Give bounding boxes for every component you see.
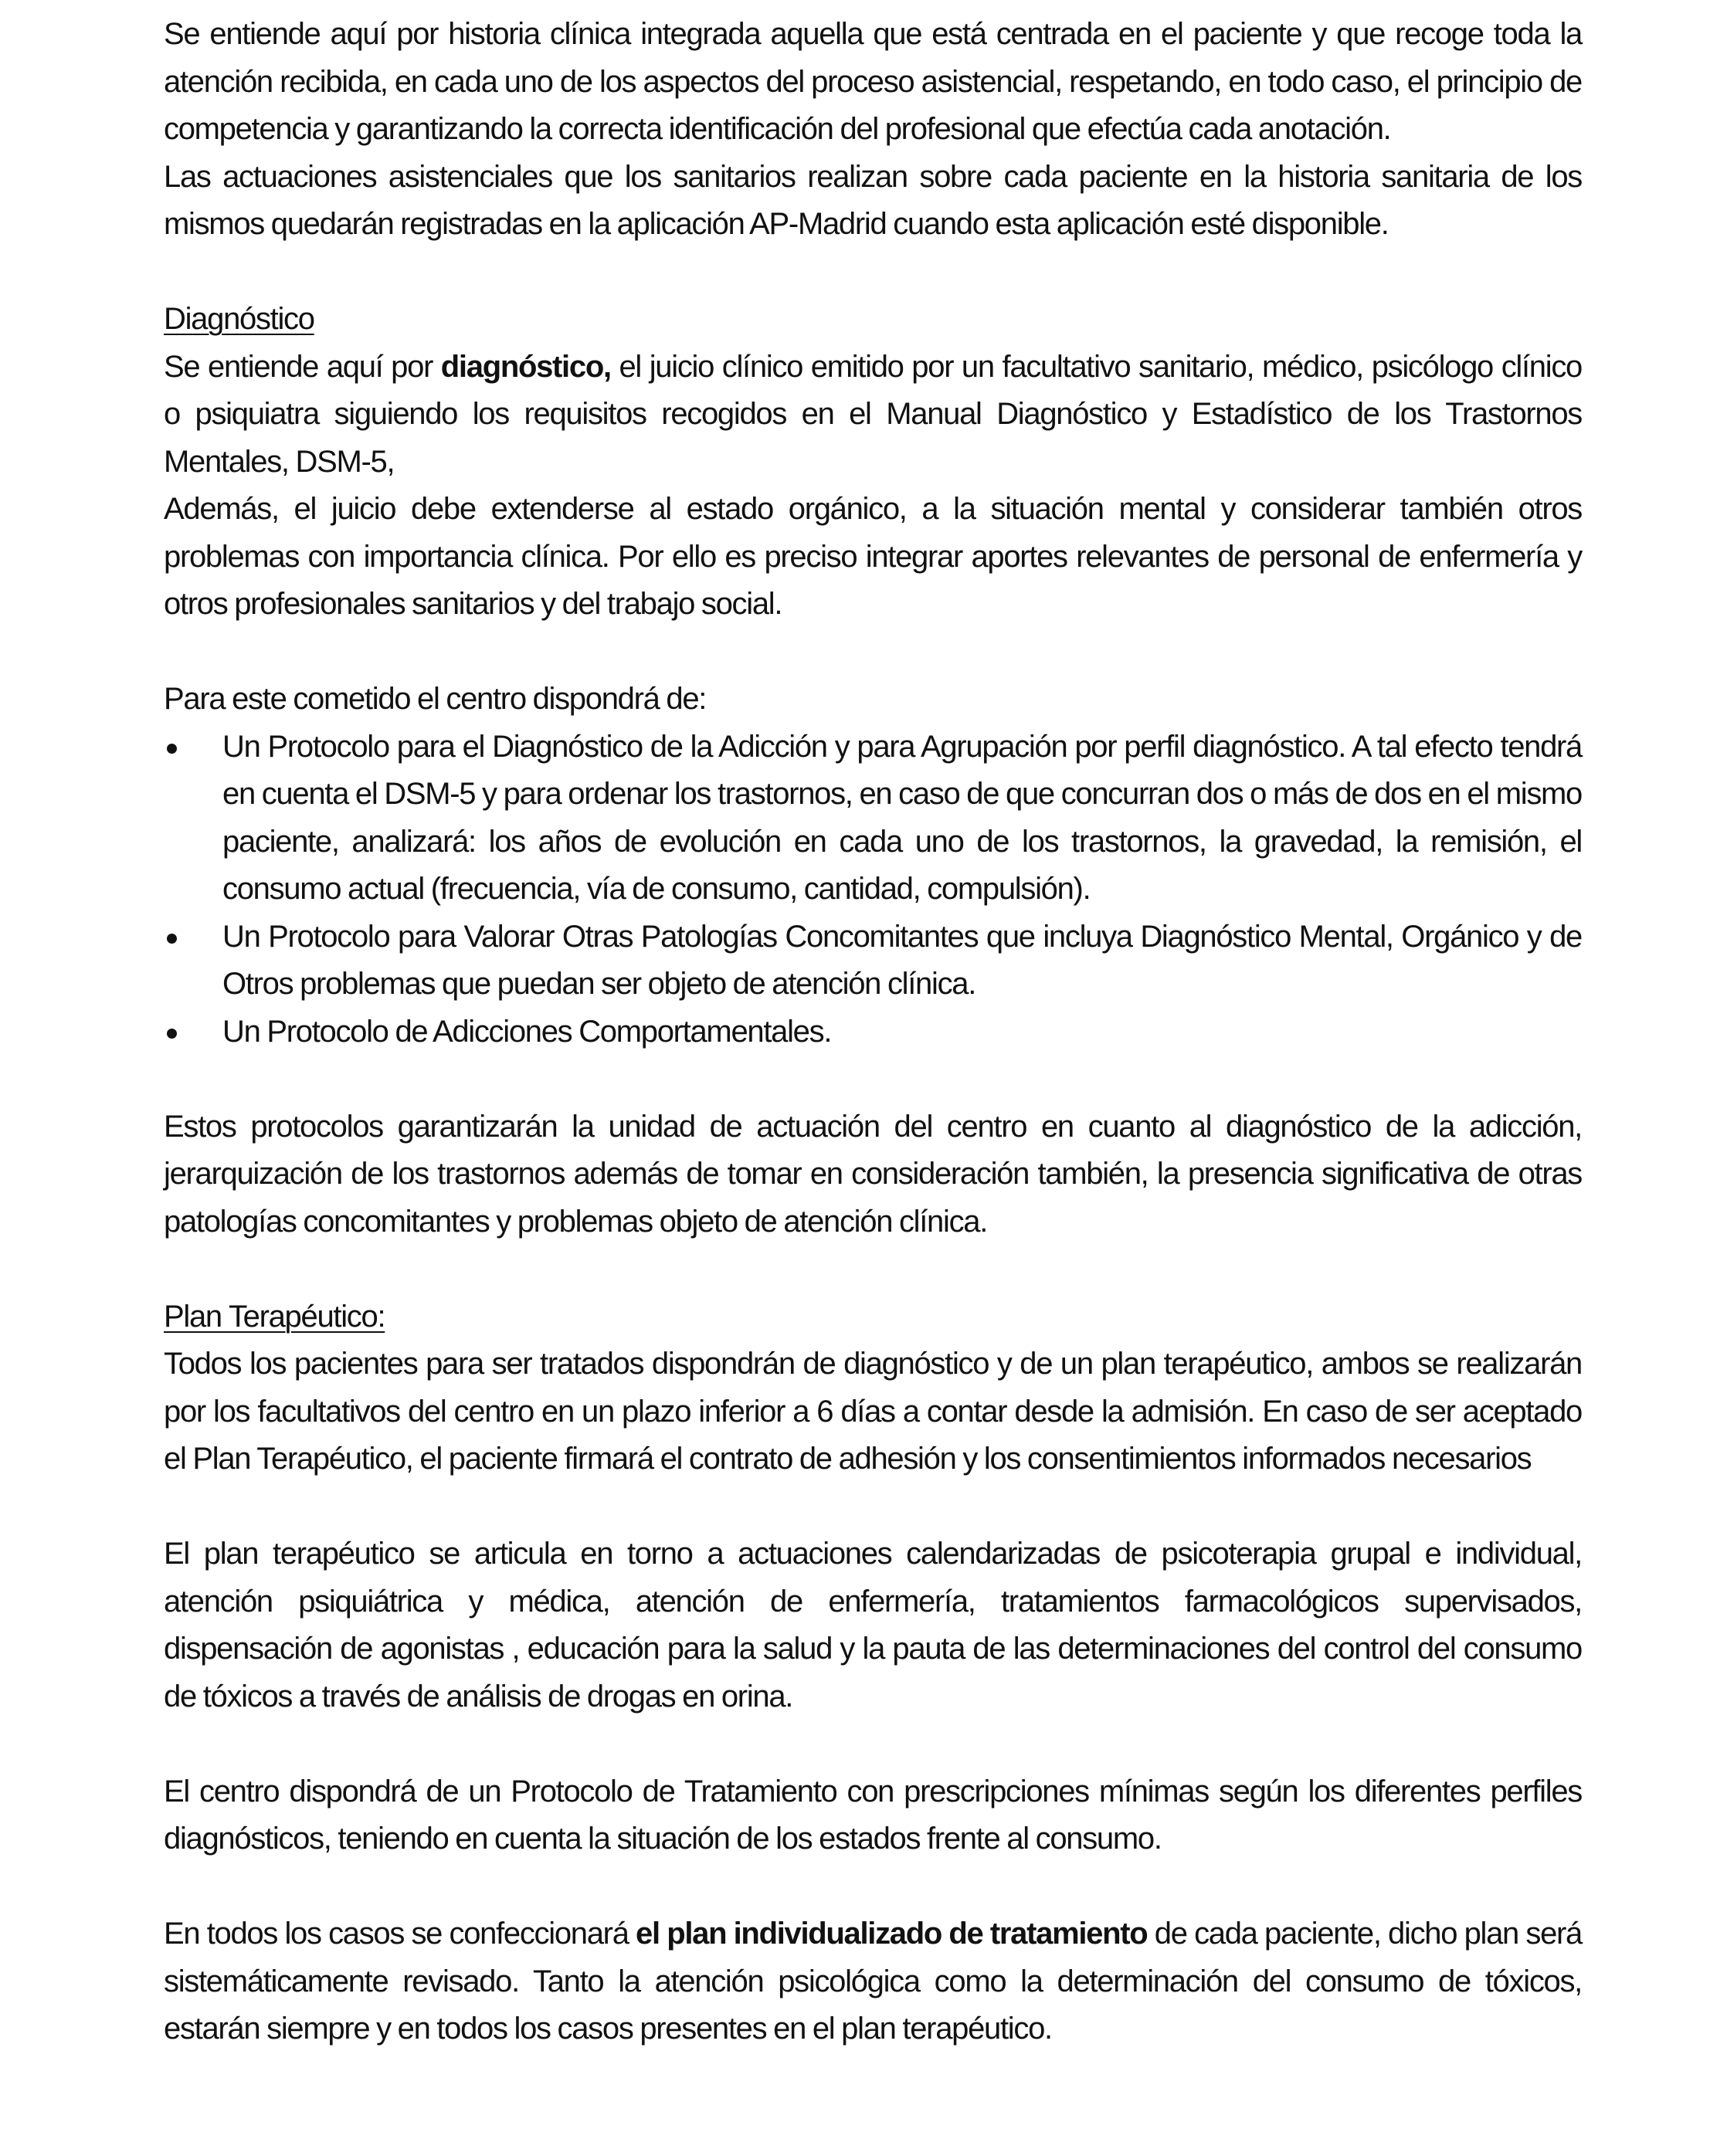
spacer	[164, 249, 1582, 297]
plan-paragraph-2: El plan terapéutico se articula en torno a actuaciones calendarizadas de psicoterapia grupal e individual, atención psiquiátrica y médica, atención de enfermería, tratamientos farmacológicos supervisados, dispensación de agonistas , educación para la salud y la pauta de las determinaciones del control del consumo de tóxicos a través de análisis de drogas en orina.	[164, 1537, 1582, 1714]
diagnostico-p1-after: el juicio clínico emitido por un facultativo sanitario, médico, psicólogo clínico o psiquiatra siguiendo los requisitos recogidos en el Manual Diagnóstico y Estadístico de los Trastornos Mentales, DSM-5,	[164, 349, 1582, 479]
bullet-icon	[167, 744, 177, 754]
intro-paragraph-2: Las actuaciones asistenciales que los sanitarios realizan sobre cada paciente en la historia sanitaria de los mismos quedarán registradas en la aplicación AP-Madrid cuando esta aplicación esté disponible.	[164, 159, 1582, 241]
diagnostico-paragraph-3: Estos protocolos garantizarán la unidad de actuación del centro en cuanto al diagnóstico de la adicción, jerarquización de los trastornos además de tomar en consideración también, la presencia significativa de otras patologías concomitantes y problemas objeto de atención clínica.	[164, 1109, 1582, 1239]
plan-p4-before: En todos los casos se confeccionará	[164, 1917, 636, 1951]
plan-paragraph-1: Todos los pacientes para ser tratados dispondrán de diagnóstico y de un plan terapéutico, ambos se realizarán por los facultativos del centro en un plazo inferior a 6 días a contar desde la admisión. En caso de ser aceptado el Plan Terapéutico, el paciente firmará el contrato de adhesión y los consentimientos informados necesarios	[164, 1347, 1582, 1476]
spacer	[164, 629, 1582, 676]
list-item	[164, 1009, 1582, 1056]
spacer	[164, 1056, 1582, 1103]
list-item-text: Un Protocolo para Valorar Otras Patologías Concomitantes que incluya Diagnóstico Mental, Orgánico y de Otros problemas que puedan ser objeto de atención clínica.	[222, 919, 1582, 1001]
bullet-icon	[167, 934, 177, 944]
intro-paragraph-1: Se entiende aquí por historia clínica integrada aquella que está centrada en el paciente y que recoge toda la atención recibida, en cada uno de los aspectos del proceso asistencial, respetando, en todo caso, el principio de competencia y garantizando la correcta identificación del profesional que efectúa cada anotación.	[164, 17, 1582, 146]
list-item-text: Un Protocolo de Adicciones Comportamentales.	[222, 1014, 832, 1049]
list-item	[164, 914, 1582, 1009]
section-heading-plan: Plan Terapéutico:	[164, 1299, 385, 1334]
spacer	[164, 1863, 1582, 1911]
diagnostico-p1-before: Se entiende aquí por	[164, 349, 441, 384]
list-item	[164, 724, 1582, 914]
document-page	[164, 11, 1582, 2053]
plan-p4-after: de cada paciente, dicho plan será sistemáticamente revisado. Tanto la atención psicológica como la determinación del consumo de tóxicos, estarán siempre y en todos los casos presentes en el plan terapéutico.	[164, 1917, 1582, 2046]
list-intro: Para este cometido el centro dispondrá de:	[164, 682, 707, 716]
diagnostico-paragraph-1	[164, 344, 1582, 486]
diagnostico-paragraph-2: Además, el juicio debe extenderse al estado orgánico, a la situación mental y considerar también otros problemas con importancia clínica. Por ello es preciso integrar aportes relevantes de personal de enfermería y otros profesionales sanitarios y del trabajo social.	[164, 492, 1582, 621]
list-item-text: Un Protocolo para el Diagnóstico de la Adicción y para Agrupación por perfil diagnóstico. A tal efecto tendrá en cuenta el DSM-5 y para ordenar los trastornos, en caso de que concurran dos o más de dos en el mismo paciente, analizará: los años de evolución en cada uno de los trastornos, la gravedad, la remisión, el consumo actual (frecuencia, vía de consumo, cantidad, compulsión).	[222, 729, 1582, 906]
plan-p4-bold: el plan individualizado de tratamiento	[636, 1917, 1148, 1951]
spacer	[164, 1246, 1582, 1293]
section-heading-diagnostico: Diagnóstico	[164, 302, 314, 336]
spacer	[164, 1720, 1582, 1768]
plan-paragraph-3: El centro dispondrá de un Protocolo de Tratamiento con prescripciones mínimas según los diferentes perfiles diagnósticos, teniendo en cuenta la situación de los estados frente al consumo.	[164, 1774, 1582, 1856]
spacer	[164, 1483, 1582, 1531]
plan-paragraph-4	[164, 1910, 1582, 2053]
bullet-icon	[167, 1029, 177, 1039]
diagnostico-p1-bold: diagnóstico,	[440, 349, 611, 384]
protocol-list	[164, 724, 1582, 1056]
